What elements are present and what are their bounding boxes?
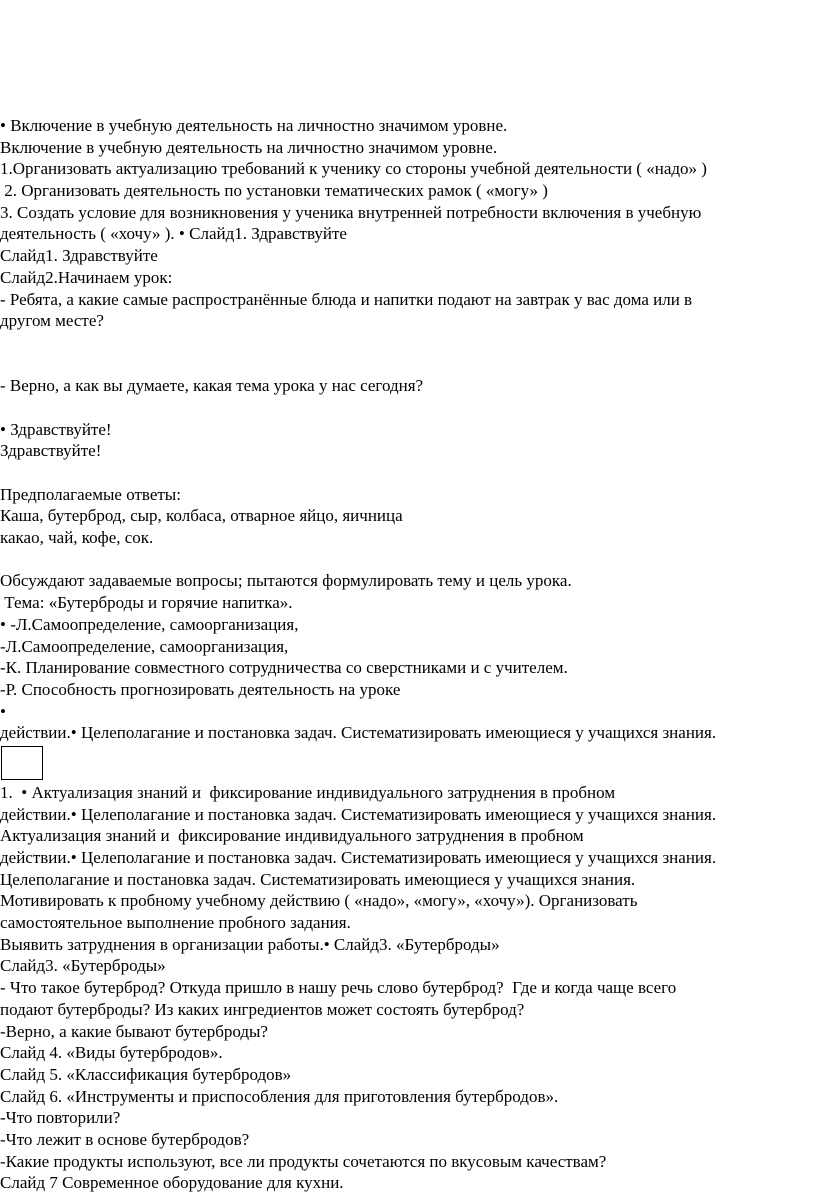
empty-box [1, 746, 43, 780]
text-line: -Л.Самоопределение, самоорганизация, [0, 636, 289, 656]
text-line: -К. Планирование совместного сотрудничества со сверстниками и с учителем. [0, 658, 568, 678]
text-line: -Что повторили? [0, 1108, 121, 1128]
text-line: -Что лежит в основе бутербродов? [0, 1129, 250, 1149]
blank-line [0, 354, 816, 376]
blank-line [0, 549, 816, 571]
text-line: самостоятельное выполнение пробного задания. [0, 913, 351, 933]
text-line: -Р. Способность прогнозировать деятельность на уроке [0, 679, 401, 699]
blank-line [0, 332, 816, 354]
text-line: подают бутерброды? Из каких ингредиентов может состоять бутерброд? [0, 999, 525, 1019]
text-line: Мотивировать к пробному учебному действию ( «надо», «могу», «хочу»). Организовать [0, 891, 638, 911]
text-line: 3. Создать условие для возникновения у ученика внутренней потребности включения в учебную [0, 202, 702, 222]
text-line: Слайд 5. «Классификация бутербродов» [0, 1064, 292, 1084]
text-line: -Верно, а какие бывают бутерброды? [0, 1021, 268, 1041]
text-line: • -Л.Самоопределение, самоорганизация, [0, 614, 299, 634]
text-line: 2. Организовать деятельность по установки тематических рамок ( «могу» ) [0, 181, 548, 201]
text-line: Включение в учебную деятельность на личностно значимом уровне. [0, 137, 498, 157]
text-line: Слайд1. Здравствуйте [0, 246, 158, 266]
blank-line [0, 462, 816, 484]
text-line: - Что такое бутерброд? Откуда пришло в нашу речь слово бутерброд? Где и когда чаще всего [0, 978, 677, 998]
text-line: - Верно, а как вы думаете, какая тема урока у нас сегодня? [0, 376, 424, 396]
text-line: Предполагаемые ответы: [0, 484, 181, 504]
text-line: Обсуждают задаваемые вопросы; пытаются формулировать тему и цель урока. [0, 571, 572, 591]
text-line: Здравствуйте! [0, 441, 102, 461]
text-line: • Включение в учебную деятельность на личностно значимом уровне. [0, 116, 508, 135]
text-line: 1.Организовать актуализацию требований к ученику со стороны учебной деятельности ( «надо» ) [0, 159, 707, 179]
text-line: - Ребята, а какие самые распространённые блюда и напитки подают на завтрак у вас дома или в [0, 289, 693, 309]
text-line: Слайд 7 Современное оборудование для кухни. [0, 1173, 344, 1193]
document-body [0, 115, 816, 1194]
text-line: • Здравствуйте! [0, 419, 112, 439]
text-line: Выявить затруднения в организации работы.• Слайд3. «Бутерброды» [0, 934, 500, 954]
text-line: другом месте? [0, 311, 104, 331]
text-line: Каша, бутерброд, сыр, колбаса, отварное яйцо, яичница [0, 506, 403, 526]
text-line: действии.• Целеполагание и постановка задач. Систематизировать имеющиеся у учащихся знания. [0, 723, 717, 743]
text-line: • [0, 701, 6, 721]
text-line: Слайд2.Начинаем урок: [0, 267, 173, 287]
text-line: действии.• Целеполагание и постановка задач. Систематизировать имеющиеся у учащихся знания. [0, 804, 717, 824]
blank-line [0, 397, 816, 419]
text-line: Целеполагание и постановка задач. Систематизировать имеющиеся у учащихся знания. [0, 869, 636, 889]
text-line: Слайд 6. «Инструменты и приспособления для приготовления бутербродов». [0, 1086, 559, 1106]
text-line: деятельность ( «хочу» ). • Слайд1. Здравствуйте [0, 224, 347, 244]
text-line: -Какие продукты используют, все ли продукты сочетаются по вкусовым качествам? [0, 1151, 607, 1171]
text-line: 1. • Актуализация знаний и фиксирование индивидуального затруднения в пробном [0, 782, 616, 802]
text-line: Актуализация знаний и фиксирование индивидуального затруднения в пробном [0, 826, 584, 846]
text-line: Слайд 4. «Виды бутербродов». [0, 1043, 223, 1063]
text-line: действии.• Целеполагание и постановка задач. Систематизировать имеющиеся у учащихся знания. [0, 848, 717, 867]
text-line: Тема: «Бутерброды и горячие напитка». [0, 593, 293, 613]
text-line: Слайд3. «Бутерброды» [0, 956, 166, 976]
text-line: какао, чай, кофе, сок. [0, 528, 154, 548]
